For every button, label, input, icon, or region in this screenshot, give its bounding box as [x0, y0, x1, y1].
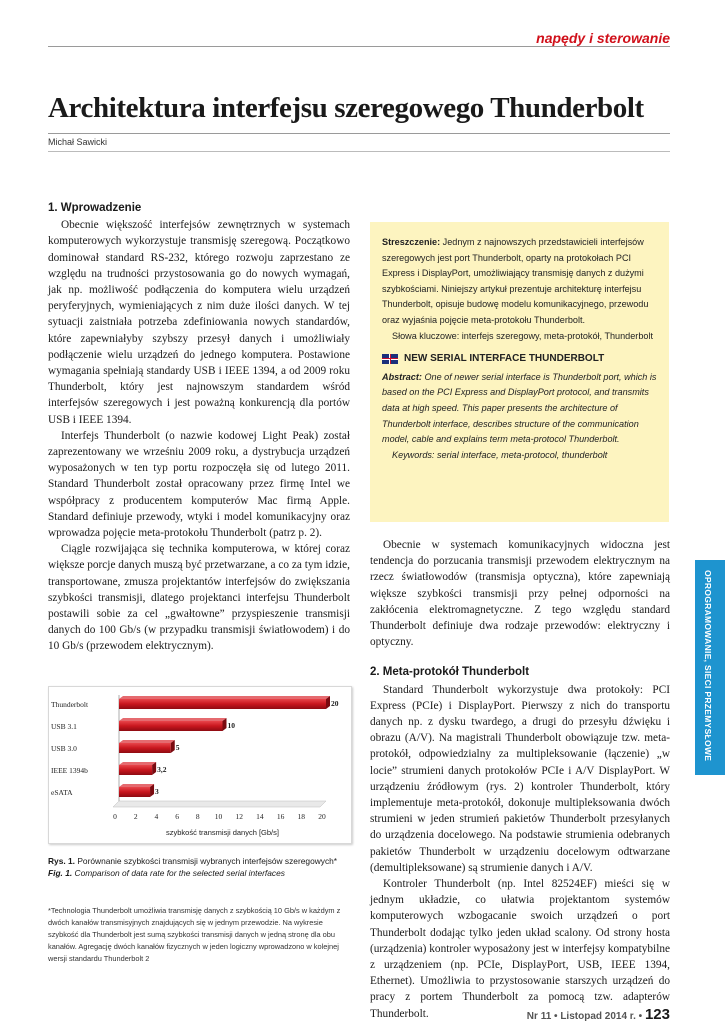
side-tab-label: OPROGRAMOWANIE, SIECI PRZEMYSŁOWE — [703, 570, 713, 762]
caption-en: Comparison of data rate for the selected serial interfaces — [74, 868, 285, 878]
caption-pl: Porównanie szybkości transmisji wybranych interfejsów szeregowych* — [77, 856, 338, 866]
chart-bar — [119, 721, 223, 731]
paragraph: Interfejs Thunderbolt (o nazwie kodowej Light Peak) został zaprezentowany we wrześniu 2009 roku, a dystrybucja urządzeń wyposażonych w ten typ portu rozpoczęła się od lutego 2011. Standard Thunderbolt został opracowany przez firmę Intel we współpracy z producentem komputerów Mac firmą Apple. Standard definiuje przewody, wtyki i model komunikacyjny oraz wprowadza pojęcie meta-protokołu Thunderbolt (patrz p. 2). — [48, 429, 350, 540]
uk-flag-icon — [382, 354, 398, 364]
caption-pl-label: Rys. 1. — [48, 856, 76, 866]
chart-category-label: Thunderbolt — [51, 700, 89, 709]
section-heading-intro: 1. Wprowadzenie — [48, 202, 142, 214]
chart-bar-top — [119, 784, 154, 787]
issue-info: Nr 11 • Listopad 2014 r. • — [526, 1011, 643, 1022]
chart-category-label: USB 3.1 — [51, 722, 77, 731]
keywords: Keywords: serial interface, meta-protocol, thunderbolt — [392, 449, 608, 460]
section-name: napędy i sterowanie — [536, 30, 670, 46]
page-footer — [470, 1006, 670, 1023]
chart-x-tick-label: 0 — [113, 812, 117, 821]
chart-value-label: 20 — [331, 699, 339, 708]
figure-caption — [48, 855, 348, 879]
chart-value-label: 3 — [155, 787, 159, 796]
chart-x-tick-label: 12 — [235, 812, 243, 821]
paragraph: Obecnie większość interfejsów zewnętrznych w systemach komputerowych wykorzystuje transmisję szeregową. Początkowo dominował standard RS-232, którego rozwoju zaprzestano ze względu na trudności przystosowania go do nowych wymagań, jak np. możliwość podłączenia do komputera wielu urządzeń peryferyjnych, wymieniających z nim duże ilości danych. W tej sytuacji zaistniała potrzeba zdefiniowania nowych standardów, które zapewniałyby szybszy przesył danych i umożliwiały podłączenie wielu urządzeń do jednego komputera. Postawione wymagania spełniają standardy USB i IEEE 1394, a od 2009 roku Thunderbolt, który jest najnowszym standardem wśród interfejsów szeregowych i jest poważną konkurencją dla portów USB i IEEE 1394. — [48, 219, 350, 426]
header-rule — [48, 46, 670, 47]
chart-bar-top — [119, 696, 330, 699]
chart-x-tick-label: 6 — [175, 812, 179, 821]
paragraph: Obecnie w systemach komunikacyjnych widoczna jest tendencja do porzucania transmisji przewodem elektrycznym na rzecz światłowodów (transmisja optyczna), które zapewniają większe szybkości transmisji przy pełnej odporności na zakłócenia elektromagnetyczne. Z tego względu standard Thunderbolt definiuje dwa rodzaje przewodów: elektryczny i optyczny. — [370, 539, 670, 649]
chart-x-axis-label: szybkość transmisji danych [Gb/s] — [166, 828, 279, 837]
chart-category-label: IEEE 1394b — [51, 766, 88, 775]
chart-category-label: eSATA — [51, 788, 73, 797]
chart-value-label: 3,2 — [157, 765, 167, 774]
chart-floor — [113, 801, 326, 807]
abstract-text: One of newer serial interface is Thunderbolt port, which is based on the PCI Express and DisplayPort protocol, and transmits data at high speed. This paper presents the architecture of Thunderbolt interface, describes structure of the communication model, cable and explains term meta-protocol Thunderbolt. — [382, 371, 657, 445]
title-rule — [48, 133, 670, 134]
paragraph: Kontroler Thunderbolt (np. Intel 82524EF) mieści się w jednym układzie, co ułatwia projektantom systemów komputerowych wzbogacanie swoich urządzeń o port Thunderbolt dodając tylko jeden układ scalony. Od strony hosta (urządzenia) kontroler wyposażony jest w interfejsy kompatybilne z urządzeniem (np. PCIe, DisplayPort, USB, IEEE 1394, Ethernet). Umożliwia to przystosowanie starszych urządzeń do pracy z portem Thunderbolt za pomocą tzw. adapterów Thunderbolt. — [370, 878, 670, 1020]
paragraph: Ciągle rozwijająca się technika komputerowa, w której coraz większe porcje danych muszą być przetwarzane, a co za tym idzie, transportowane, zmusza projektantów interfejsów do zwiększania szybkości transmisji, dlatego projektanci interfejsu Thunderbolt postawili sobie za cel „gwałtowne” przyspieszenie transmisji danych do 100 Gb/s (w przypadku transmisji światłowodem) i do 10 Gb/s (przewodem elektrycznym). — [48, 543, 350, 653]
footnote-text: *Technologia Thunderbolt umożliwia transmisję danych z szybkością 10 Gb/s w każdym z dwóch kanałów transmisyjnych znajdujących się w jednym przewodzie. Na wykresie szybkość dla Thunderbolt jest sumą szybkości transmisji danych w jedną stronę dla obu kanałów. Agregację dwóch kanałów fizycznych w jeden logiczny wprowadzono w kolejnej wersji standardu Thunderbolt 2 — [48, 906, 341, 963]
article-title: Architektura interfejsu szeregowego Thunderbolt — [48, 92, 644, 124]
chart-bar-top — [119, 762, 156, 765]
chart-x-tick-label: 10 — [214, 812, 223, 821]
streszczenie-label: Streszczenie: — [382, 237, 441, 247]
chart-bar — [119, 765, 152, 775]
chart-bar — [119, 699, 326, 709]
abstract-box — [370, 222, 669, 522]
chart-value-label: 5 — [175, 743, 180, 752]
bar-chart — [48, 686, 352, 844]
abstract-label: Abstract: — [382, 371, 422, 382]
chart-category-label: USB 3.0 — [51, 744, 77, 753]
figure-footnote — [48, 905, 348, 965]
chart-x-tick-label: 16 — [276, 812, 285, 821]
chart-bar — [119, 787, 150, 797]
page-number: 123 — [644, 1006, 670, 1023]
chart-svg — [49, 687, 351, 843]
right-column — [370, 537, 670, 1022]
side-section-tab — [695, 560, 725, 775]
chart-x-tick-label: 14 — [256, 812, 264, 821]
chart-x-tick-label: 8 — [195, 812, 200, 821]
english-title-row — [382, 351, 660, 367]
chart-bar-top — [119, 718, 227, 721]
slowa-kluczowe: Słowa kluczowe: interfejs szeregowy, meta-protokół, Thunderbolt — [392, 330, 653, 341]
chart-bar-top — [119, 740, 175, 743]
chart-x-tick-label: 20 — [318, 812, 326, 821]
author-name: Michał Sawicki — [48, 137, 108, 147]
english-title: NEW SERIAL INTERFACE THUNDERBOLT — [404, 353, 605, 365]
left-column — [48, 200, 350, 655]
chart-value-label: 10 — [227, 721, 235, 730]
chart-x-tick-label: 4 — [154, 812, 159, 821]
streszczenie-text: Jednym z najnowszych przedstawicieli interfejsów szeregowych jest port Thunderbolt, oparty na protokołach PCI Express i DisplayPort, umożliwiający transmisję danych z dużymi szybkościami. Niniejszy artykuł prezentuje architekturę interfejsu Thunderbolt, opisuje budowę modelu komunikacyjnego, przewodu oraz wyjaśnia pojęcie meta-protokołu Thunderbolt. — [382, 237, 649, 325]
author-rule — [48, 151, 670, 152]
chart-bar — [119, 743, 171, 753]
caption-en-label: Fig. 1. — [48, 868, 73, 878]
paragraph: Standard Thunderbolt wykorzystuje dwa protokoły: PCI Express (PCIe) i DisplayPort. Pierwszy z nich do transportu danych np. z dysku twardego, a drugi do przesyłu dźwięku i obrazu (A/V). Na magistrali Thunderbolt obowiązuje tzw. meta-protokół, odpowiedzialny za multipleksowanie (łączenie) „w locie” strumieni danych protokołów PCIe i A/V DisplayPort. W urządzeniu źródłowym (rys. 2) kontroler Thunderbolt, który implementuje meta-protokół, dokonuje multipleksowania dwóch strumieni w jeden strumień pakietów Thunderbolt przesyłanych do urządzenia docelowego. Na podstawie strumienia odebranych pakietów Thunderbolt w urządzeniu docelowym odtwarzane (demultipleksowane) są strumienie danych i A/V. — [370, 683, 670, 874]
chart-x-tick-label: 2 — [133, 812, 138, 821]
chart-x-tick-label: 18 — [297, 812, 306, 821]
section-heading-meta-protocol: 2. Meta-protokół Thunderbolt — [370, 666, 530, 679]
